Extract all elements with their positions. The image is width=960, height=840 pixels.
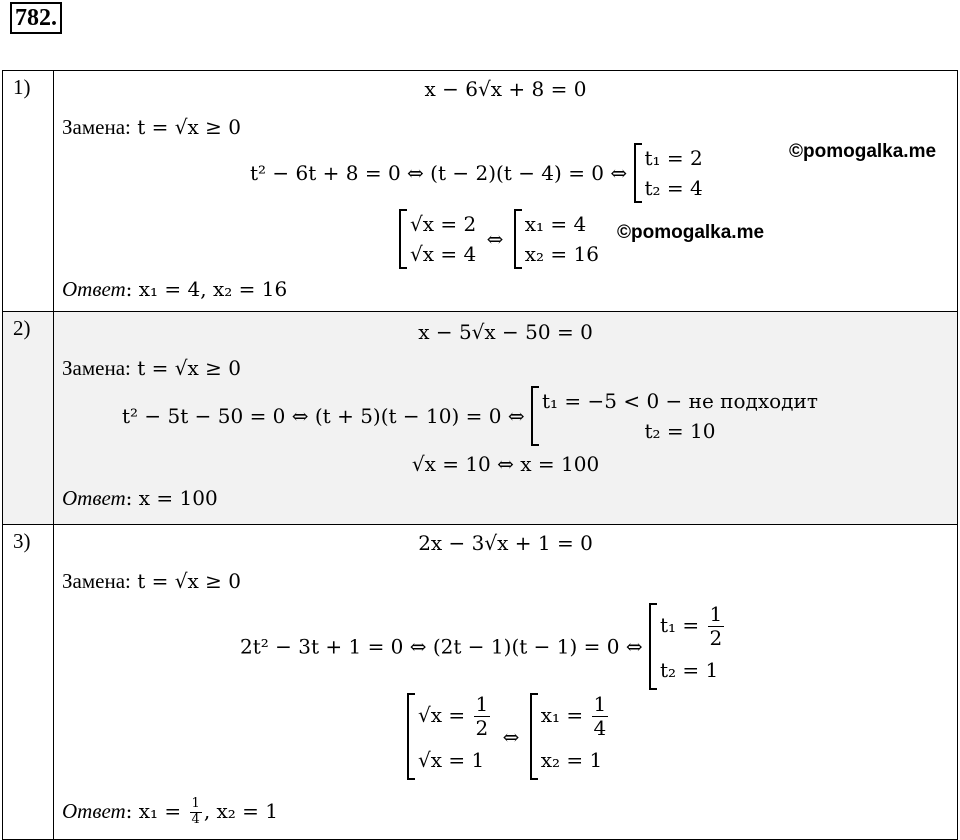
t1-root: t₁ = 2 [644, 146, 703, 170]
fraction-one-quarter: $\frac{1}{4}$ [191, 796, 200, 827]
back-substitution-line: √x = 10 ⇔ x = 100 [411, 452, 600, 476]
system-bracket [634, 143, 642, 203]
fraction-one-quarter: $\frac{1}{4}$ [593, 692, 607, 740]
quadratic-line [122, 386, 818, 446]
sqrt-eq-2: √x = 4 [410, 242, 477, 266]
t1-root: t₁ = −5 < 0 − не подходит [541, 389, 818, 413]
substitution-line [62, 569, 241, 594]
solution-content [54, 525, 958, 840]
system-bracket [399, 209, 407, 269]
sqrt-system [399, 209, 476, 269]
x2-root: x₂ = 16 [524, 242, 599, 266]
sqrt-eq-1: √x = $\frac{1}{2}$ [418, 692, 489, 740]
watermark: ©pomogalka.me [789, 141, 937, 162]
solution-content [54, 71, 958, 312]
system-bracket [407, 693, 415, 780]
answer-line: Ответ: x₁ = $\frac{1}{4}$ , x₂ = 1 [62, 796, 279, 827]
row-label: 2) [3, 312, 54, 525]
system-bracket [530, 693, 538, 780]
x2-root: x₂ = 1 [540, 748, 603, 772]
iff-symbol: ⇔ [502, 724, 520, 749]
solution-row-3 [3, 525, 958, 840]
x1-root: x₁ = $\frac{1}{4}$ [540, 692, 607, 740]
answer-line [62, 277, 287, 302]
system-bracket [531, 386, 539, 446]
t1-root: t₁ = $\frac{1}{2}$ [659, 602, 723, 650]
solution-row-1 [3, 71, 958, 312]
equation: x − 5√x − 50 = 0 [418, 320, 593, 344]
substitution-label: Замена: [62, 356, 131, 380]
t-roots-system [634, 143, 703, 203]
sqrt-eq-2: √x = 1 [418, 748, 485, 772]
t2-root: t₂ = 10 [644, 419, 716, 443]
answer-label: Ответ [62, 486, 126, 510]
equation: x − 6√x + 8 = 0 [424, 77, 587, 101]
answer-value: : x = 100 [125, 486, 218, 510]
fraction-one-half: $\frac{1}{2}$ [709, 602, 723, 650]
quadratic-expr: t² − 6t + 8 = 0 ⇔ (t − 2)(t − 4) = 0 ⇔ [250, 161, 628, 185]
t-roots-system [649, 603, 726, 690]
iff-symbol: ⇔ [486, 227, 504, 251]
system-bracket [649, 603, 657, 690]
quadratic-line [240, 603, 726, 690]
problem-number: 782. [10, 2, 62, 34]
x-roots-system [530, 693, 611, 780]
substitution-label: Замена: [62, 569, 131, 593]
solutions-table [2, 70, 958, 840]
fraction-one-half: $\frac{1}{2}$ [475, 692, 489, 740]
substitution-expr: t = √x ≥ 0 [137, 356, 241, 380]
system-bracket [514, 209, 522, 269]
solution-content [54, 312, 958, 525]
answer-line [62, 486, 218, 511]
substitution-label: Замена: [62, 115, 131, 139]
x1-root: x₁ = 4 [524, 212, 587, 236]
solution-row-2 [3, 312, 958, 525]
sqrt-eq-1: √x = 2 [410, 212, 477, 236]
substitution-line [62, 356, 241, 381]
back-substitution-line [407, 693, 610, 780]
back-substitution-line [399, 209, 599, 269]
substitution-line [62, 115, 241, 140]
substitution-expr: t = √x ≥ 0 [137, 115, 241, 139]
quadratic-expr: 2t² − 3t + 1 = 0 ⇔ (2t − 1)(t − 1) = 0 ⇔ [240, 634, 643, 659]
t2-root: t₂ = 1 [659, 658, 719, 682]
t-roots-system [531, 386, 818, 446]
answer-label: Ответ [62, 798, 126, 823]
watermark: ©pomogalka.me [617, 222, 765, 243]
sqrt-system [407, 693, 492, 780]
quadratic-expr: t² − 5t − 50 = 0 ⇔ (t + 5)(t − 10) = 0 ⇔ [122, 404, 525, 428]
equation: 2x − 3√x + 1 = 0 [418, 531, 593, 555]
x-roots-system [514, 209, 599, 269]
row-label: 1) [3, 71, 54, 312]
answer-label: Ответ [62, 277, 126, 301]
answer-value: : x₁ = 4, x₂ = 16 [125, 277, 288, 301]
substitution-expr: t = √x ≥ 0 [137, 569, 241, 593]
t2-root: t₂ = 4 [644, 176, 703, 200]
quadratic-line [250, 143, 703, 203]
row-label: 3) [3, 525, 54, 840]
